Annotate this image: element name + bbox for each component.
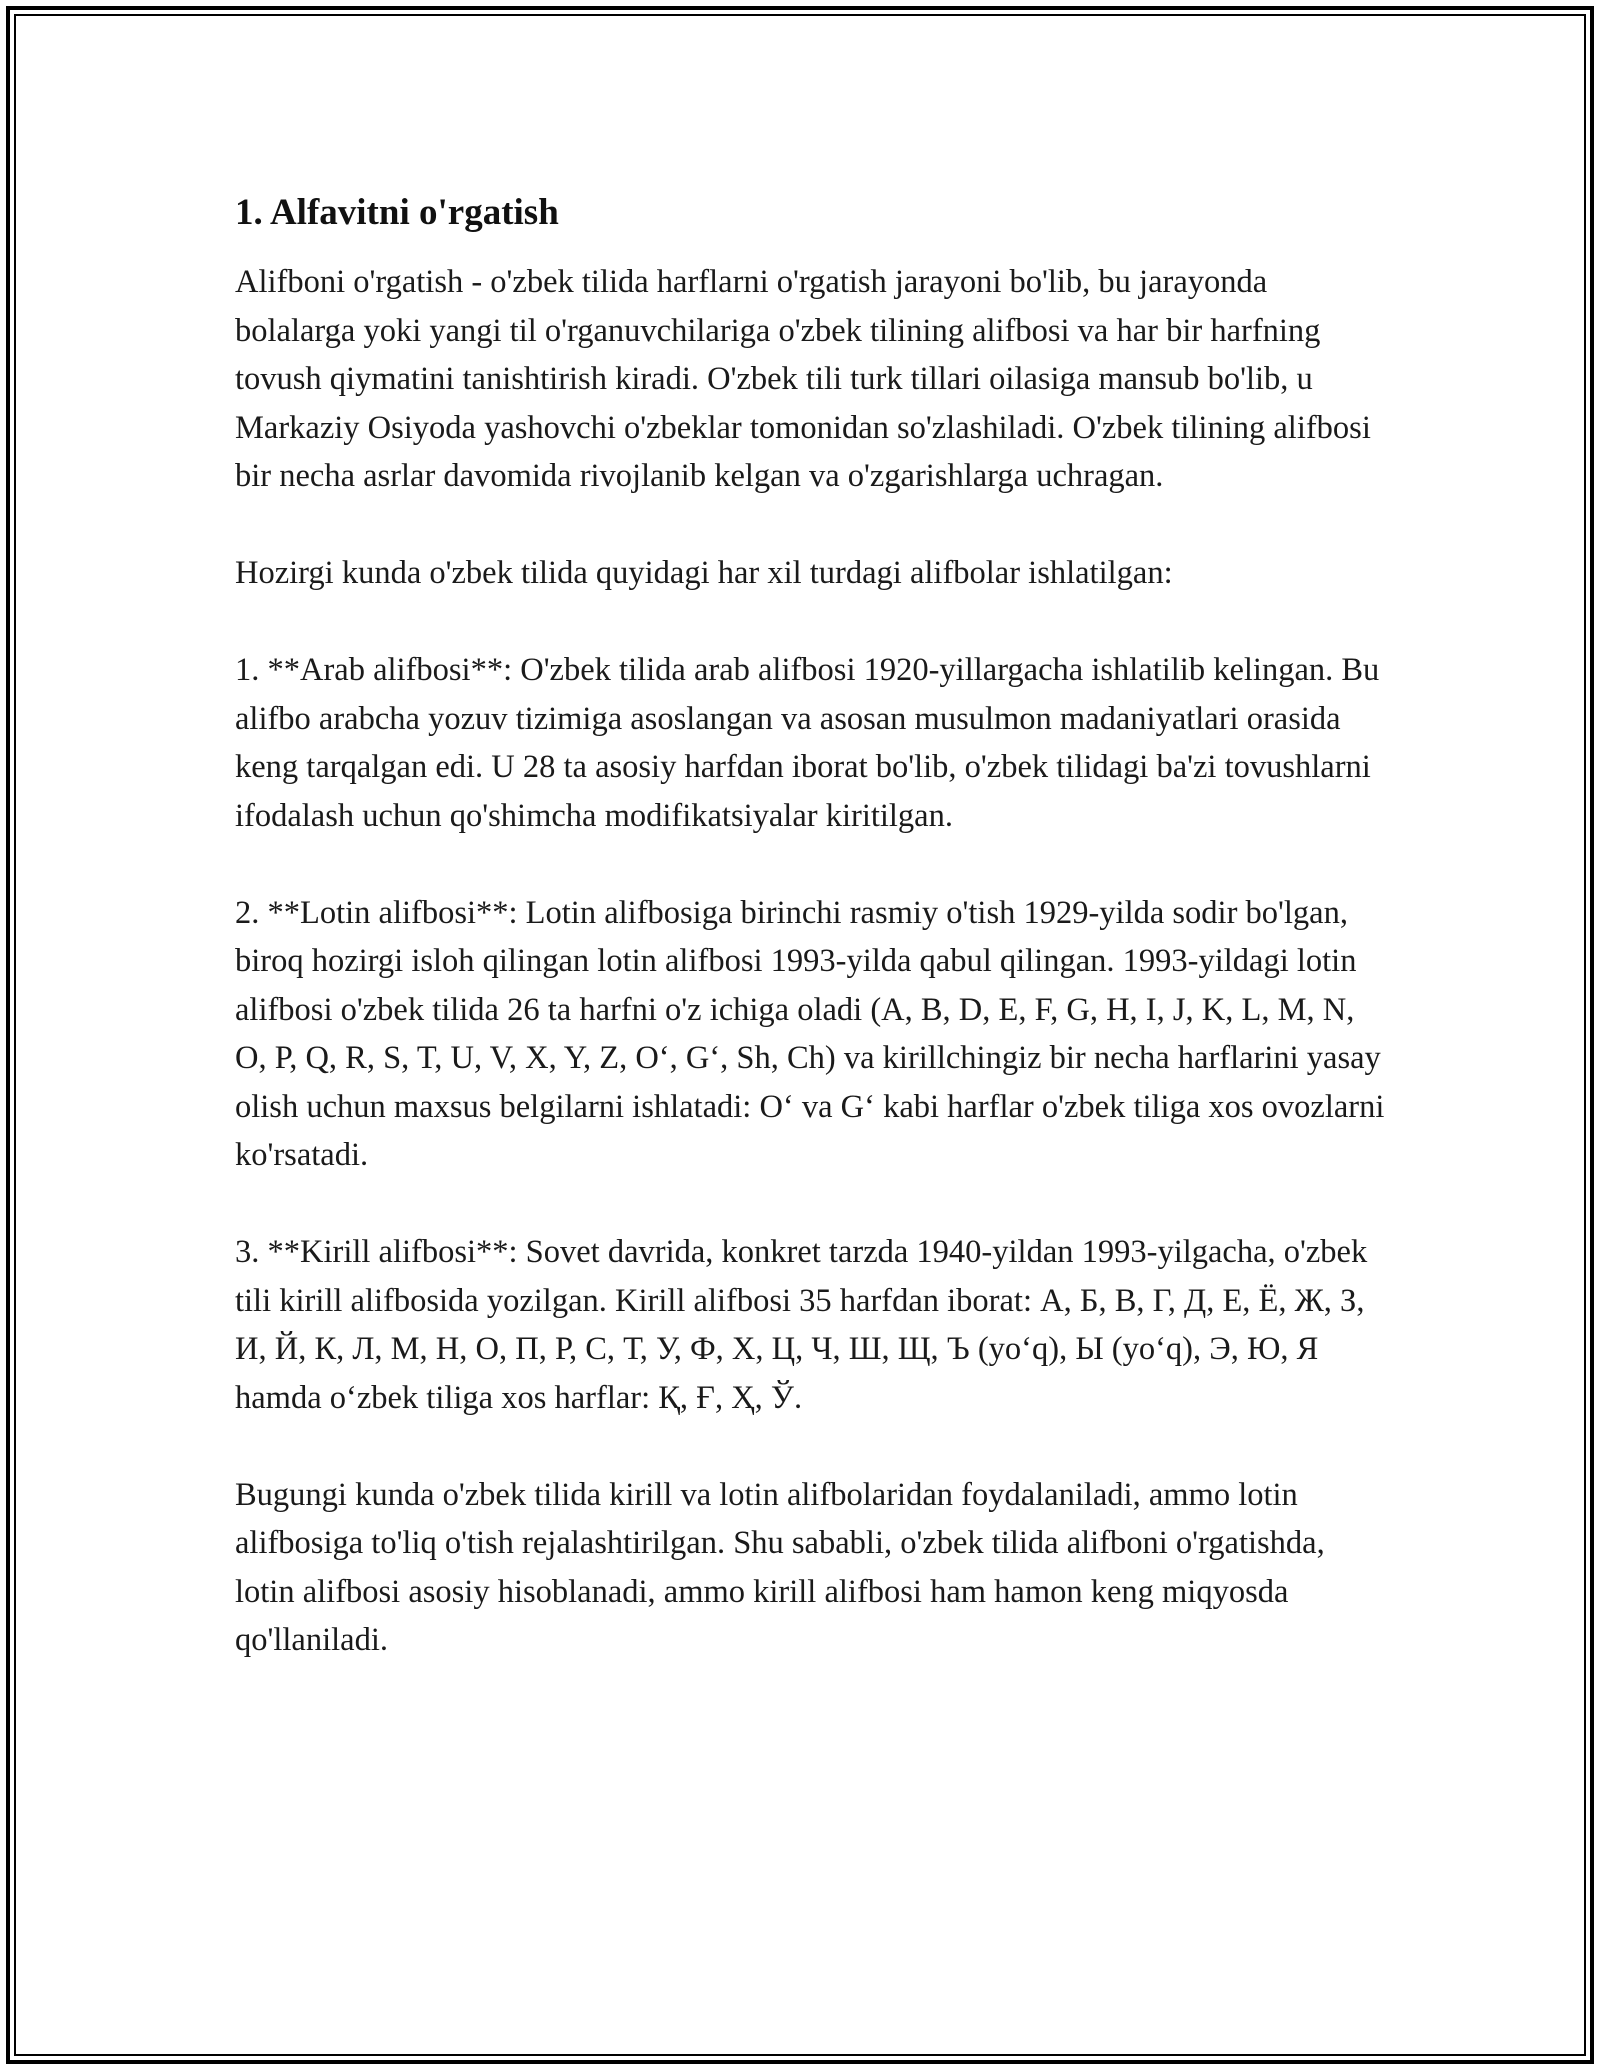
document-body <box>235 186 1385 1665</box>
paragraph-latin-alphabet: 2. **Lotin alifbosi**: Lotin alifbosiga birinchi rasmiy o'tish 1929-yilda sodir bo'lgan, biroq hozirgi isloh qilingan lotin alifbosi 1993-yilda qabul qilingan. 1993-yildagi lotin alifbosi o'zbek tilida 26 ta harfni o'z ichiga oladi (A, B, D, E, F, G, H, I, J, K, L, M, N, O, P, Q, R, S, T, U, V, X, Y, Z, O‘, G‘, Sh, Ch) va kirillchingiz bir necha harflarini yasay olish uchun maxsus belgilarni ishlatadi: O‘ va G‘ kabi harflar o'zbek tiliga xos ovozlarni ko'rsatadi. <box>235 894 1385 1173</box>
paragraph-cyrillic-alphabet: 3. **Kirill alifbosi**: Sovet davrida, konkret tarzda 1940-yildan 1993-yilgacha, o'zbek tili kirill alifbosida yozilgan. Kirill alifbosi 35 harfdan iborat: А, Б, В, Г, Д, Е, Ё, Ж, З, И, Й, К, Л, М, Н, О, П, Р, С, Т, У, Ф, Х, Ц, Ч, Ш, Щ, Ъ (yo‘q), Ы (yo‘q), Э, Ю, Я hamda o‘zbek tiliga xos harflar: Қ, Ғ, Ҳ, Ў. <box>235 1234 1368 1416</box>
section-heading: 1. Alfavitni o'rgatish <box>235 192 559 233</box>
paragraph-alphabets-lead: Hozirgi kunda o'zbek tilida quyidagi har xil turdagi alifbolar ishlatilgan: <box>235 555 1173 591</box>
paragraph-conclusion: Bugungi kunda o'zbek tilida kirill va lotin alifbolaridan foydalaniladi, ammo lotin alifbosiga to'liq o'tish rejalashtirilgan. Shu sababli, o'zbek tilida alifboni o'rgatishda, lotin alifbosi asosiy hisoblanadi, ammo kirill alifbosi ham hamon keng miqyosda qo'llaniladi. <box>235 1476 1325 1658</box>
paragraph-intro: Alifboni o'rgatish - o'zbek tilida harflarni o'rgatish jarayoni bo'lib, bu jarayonda bolalarga yoki yangi til o'rganuvchilariga o'zbek tilining alifbosi va har bir harfning tovush qiymatini tanishtirish kiradi. O'zbek tili turk tillari oilasiga mansub bo'lib, u Markaziy Osiyoda yashovchi o'zbeklar tomonidan so'zlashiladi. O'zbek tilining alifbosi bir necha asrlar davomida rivojlanib kelgan va o'zgarishlarga uchragan. <box>235 264 1371 494</box>
paragraph-arab-alphabet: 1. **Arab alifbosi**: O'zbek tilida arab alifbosi 1920-yillargacha ishlatilib kelingan. Bu alifbo arabcha yozuv tizimiga asoslangan va asosan musulmon madaniyatlari orasida keng tarqalgan edi. U 28 ta asosiy harfdan iborat bo'lib, o'zbek tilidagi ba'zi tovushlarni ifodalash uchun qo'shimcha modifikatsiyalar kiritilgan. <box>235 652 1380 834</box>
